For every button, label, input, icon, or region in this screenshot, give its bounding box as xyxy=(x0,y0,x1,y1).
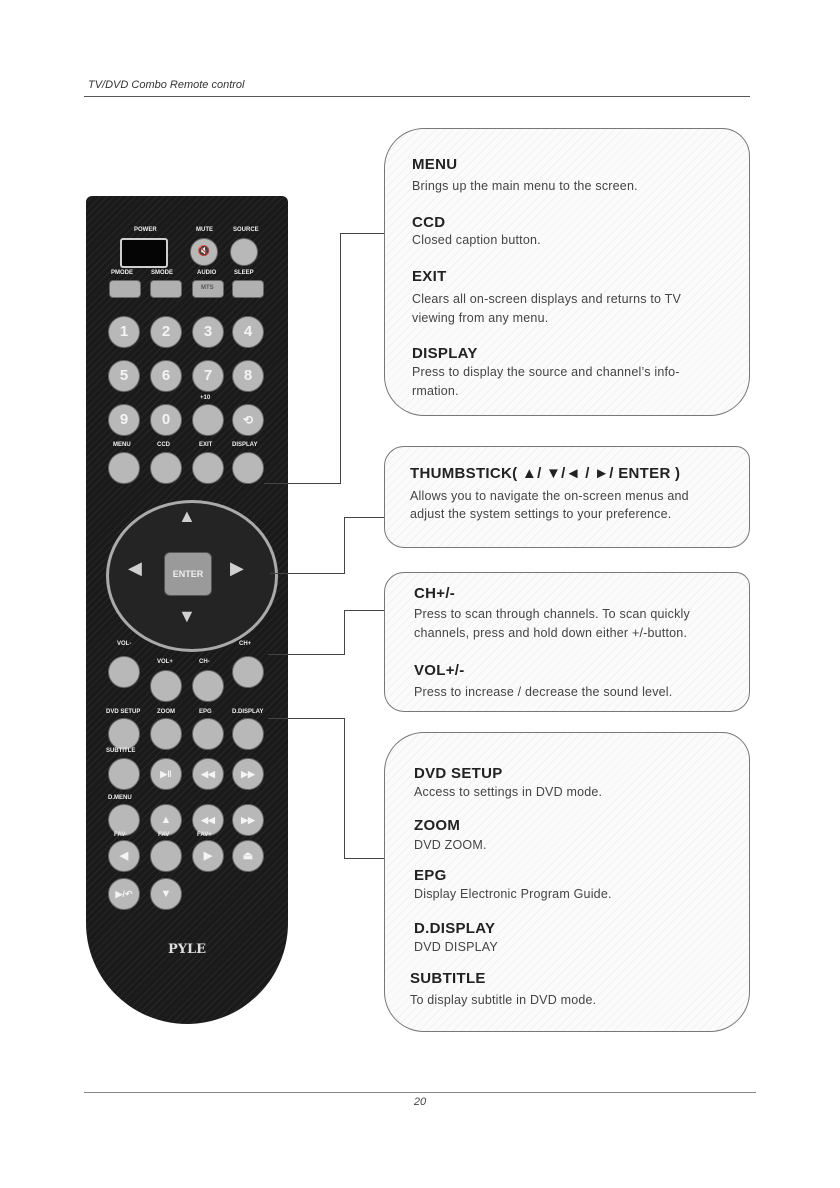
section-title-display: DISPLAY xyxy=(412,345,478,362)
mts-label: MTS xyxy=(201,285,214,291)
pyle-logo-text: PYLE xyxy=(167,942,207,957)
mute-button-image: 🔇 xyxy=(190,238,218,266)
header-rule xyxy=(84,96,750,97)
display-label: DISPLAY xyxy=(232,442,258,448)
fav-down-icon: ▼ xyxy=(150,878,182,910)
section-text-display-2: rmation. xyxy=(412,384,459,398)
digit-button-6: 6 xyxy=(150,360,182,392)
dvd-setup-label: DVD SETUP xyxy=(106,709,141,715)
digit-button-1: 1 xyxy=(108,316,140,348)
section-text-ch: Press to scan through channels. To scan quickly xyxy=(414,607,690,621)
audio-label: AUDIO xyxy=(197,270,217,276)
fav-minus-label: FAV- xyxy=(114,832,127,838)
eject-icon: ⏏ xyxy=(232,840,264,872)
exit-label: EXIT xyxy=(199,442,213,448)
digit-button-8: 8 xyxy=(232,360,264,392)
play-return-icon: ▶/↶ xyxy=(108,878,140,910)
arrow-right-icon: ▶ xyxy=(230,558,244,578)
vol-plus-button-image xyxy=(150,670,182,702)
play-pause-icon: ▶‖ xyxy=(150,758,182,790)
section-text-display: Press to display the source and channel’s info- xyxy=(412,365,680,379)
section-text-ch-2: channels, press and hold down either +/-button. xyxy=(414,626,688,640)
arrow-down-icon: ▼ xyxy=(178,606,196,626)
ccd-button-image xyxy=(150,452,182,484)
digit-button-3: 3 xyxy=(192,316,224,348)
source-button-image xyxy=(230,238,258,266)
epg-button-image xyxy=(192,718,224,750)
section-title-d-display: D.DISPLAY xyxy=(414,920,496,937)
connector-line xyxy=(344,858,384,859)
epg-label: EPG xyxy=(199,709,212,715)
d-display-button-image xyxy=(232,718,264,750)
section-title-ccd: CCD xyxy=(412,214,446,231)
arrow-left-icon: ◀ xyxy=(128,558,142,578)
ch-minus-button-image xyxy=(192,670,224,702)
section-text-thumbstick: Allows you to navigate the on-screen menus and xyxy=(410,489,689,503)
fav-plus-label: FAV+ xyxy=(197,832,212,838)
section-title-zoom: ZOOM xyxy=(414,817,461,834)
section-title-menu: MENU xyxy=(412,156,458,173)
vol-minus-button-image xyxy=(108,656,140,688)
pyle-logo xyxy=(164,928,210,972)
vol-plus-label: VOL+ xyxy=(157,659,173,665)
menu-label: MENU xyxy=(113,442,131,448)
connector-line xyxy=(344,718,345,858)
fav-left-icon: ◀ xyxy=(108,840,140,872)
d-menu-label: D.MENU xyxy=(108,795,132,801)
connector-line xyxy=(270,573,345,574)
rewind-icon: ◀◀ xyxy=(192,758,224,790)
document-header-title: TV/DVD Combo Remote control xyxy=(88,79,245,91)
section-text-d-display: DVD DISPLAY xyxy=(414,940,498,954)
menu-button-image xyxy=(108,452,140,484)
fav-label: FAV xyxy=(158,832,170,838)
pmode-label: PMODE xyxy=(111,270,134,276)
section-title-epg: EPG xyxy=(414,867,447,884)
vol-minus-label: VOL- xyxy=(117,641,132,647)
previous-track-icon: ◀◀ xyxy=(192,804,224,836)
sleep-label: SLEEP xyxy=(234,270,254,276)
section-title-dvd-setup: DVD SETUP xyxy=(414,765,503,782)
plus10-label: +10 xyxy=(200,395,211,401)
connector-line xyxy=(268,718,344,719)
subtitle-button-image xyxy=(108,758,140,790)
mute-label: MUTE xyxy=(196,227,213,233)
section-title-subtitle: SUBTITLE xyxy=(410,970,486,987)
section-text-thumbstick-2: adjust the system settings to your preference. xyxy=(410,507,672,521)
connector-line xyxy=(340,233,341,483)
source-label: SOURCE xyxy=(233,227,259,233)
connector-line xyxy=(344,517,345,573)
section-title-exit: EXIT xyxy=(412,268,447,285)
ccd-label: CCD xyxy=(157,442,170,448)
connector-line xyxy=(264,483,341,484)
dvd-enter-button-image xyxy=(150,840,182,872)
sleep-button-image xyxy=(232,280,264,298)
section-text-vol: Press to increase / decrease the sound level. xyxy=(414,685,673,699)
section-text-epg: Display Electronic Program Guide. xyxy=(414,887,612,901)
connector-line xyxy=(344,517,384,518)
digit-button-4: 4 xyxy=(232,316,264,348)
fav-right-icon: ▶ xyxy=(192,840,224,872)
dvd-setup-button-image xyxy=(108,718,140,750)
section-text-dvd-setup: Access to settings in DVD mode. xyxy=(414,785,603,799)
section-text-subtitle: To display subtitle in DVD mode. xyxy=(410,993,597,1007)
remote-lcd-window xyxy=(120,238,168,268)
section-text-exit-2: viewing from any menu. xyxy=(412,311,549,325)
section-title-ch: CH+/- xyxy=(414,585,456,602)
next-track-icon: ▶▶ xyxy=(232,804,264,836)
ch-plus-button-image xyxy=(232,656,264,688)
connector-line xyxy=(268,654,345,655)
connector-line xyxy=(340,233,386,234)
d-display-label: D.DISPLAY xyxy=(232,709,264,715)
section-title-vol: VOL+/- xyxy=(414,662,465,679)
plus10-button-image xyxy=(192,404,224,436)
connector-line xyxy=(344,610,384,611)
subtitle-label: SUBTITLE xyxy=(106,748,136,754)
display-button-image xyxy=(232,452,264,484)
zoom-label: ZOOM xyxy=(157,709,175,715)
section-text-zoom: DVD ZOOM. xyxy=(414,838,487,852)
enter-button-image: ENTER xyxy=(164,552,212,596)
section-text-ccd: Closed caption button. xyxy=(412,233,541,247)
section-text-menu: Brings up the main menu to the screen. xyxy=(412,179,638,193)
section-text-exit: Clears all on-screen displays and returns to TV xyxy=(412,292,682,306)
section-title-thumbstick: THUMBSTICK( ▲/ ▼/◄ / ►/ ENTER ) xyxy=(410,465,681,482)
fast-forward-icon: ▶▶ xyxy=(232,758,264,790)
pmode-button-image xyxy=(109,280,141,298)
smode-label: SMODE xyxy=(151,270,174,276)
footer-rule xyxy=(84,1092,756,1093)
ch-plus-label: CH+ xyxy=(239,641,252,647)
digit-button-7: 7 xyxy=(192,360,224,392)
zoom-button-image xyxy=(150,718,182,750)
smode-button-image xyxy=(150,280,182,298)
power-label: POWER xyxy=(134,227,157,233)
fav-up-icon: ▲ xyxy=(150,804,182,836)
recall-icon: ⟲ xyxy=(232,404,264,436)
digit-button-2: 2 xyxy=(150,316,182,348)
connector-line xyxy=(344,610,345,654)
ch-minus-label: CH- xyxy=(199,659,210,665)
page-number: 20 xyxy=(413,1096,427,1108)
digit-button-0: 0 xyxy=(150,404,182,436)
digit-button-5: 5 xyxy=(108,360,140,392)
exit-button-image xyxy=(192,452,224,484)
arrow-up-icon: ▲ xyxy=(178,506,196,526)
digit-button-9: 9 xyxy=(108,404,140,436)
